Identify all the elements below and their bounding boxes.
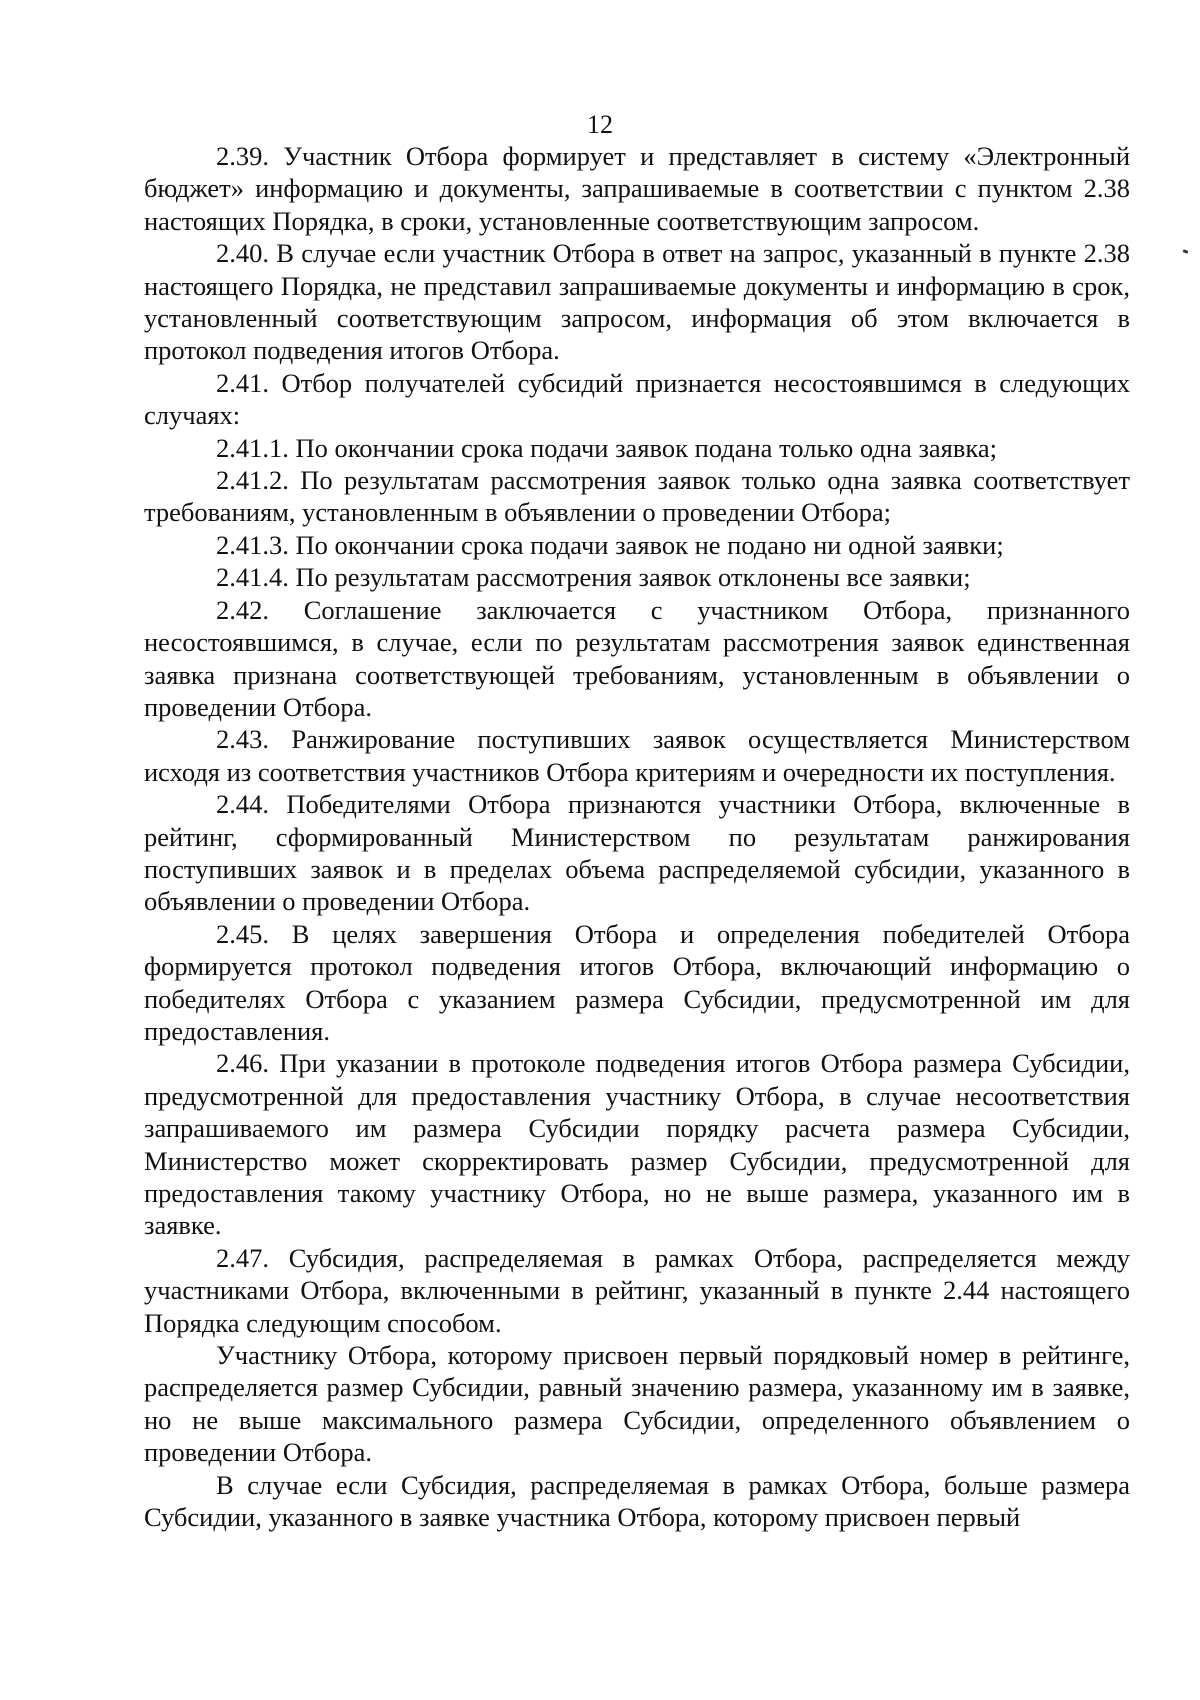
paragraph-2-41: 2.41. Отбор получателей субсидий признается несостоявшимся в следующих случаях: (144, 367, 1130, 431)
paragraph-2-39: 2.39. Участник Отбора формирует и представляет в систему «Электронный бюджет» информацию и документы, запрашиваемые в соответствии с пунктом 2.38 настоящих Порядка, в сроки, установленные соответствующим запросом. (144, 141, 1130, 236)
page-number: 12 (587, 110, 613, 139)
paragraph-2-47: 2.47. Субсидия, распределяемая в рамках Отбора, распределяется между участниками Отбора, включенными в рейтинг, указанный в пункте 2.44 настоящего Порядка следующим способом. (144, 1242, 1130, 1338)
paragraph-first-rank-rule: Участнику Отбора, которому присвоен первый порядковый номер в рейтинге, распределяется размер Субсидии, равный значению размера, указанному им в заявке, но не выше максимального размера Субсидии, определенного объявлением о проведении Отбора. (144, 1340, 1130, 1468)
paragraph-2-40: 2.40. В случае если участник Отбора в ответ на запрос, указанный в пункте 2.38 настоящего Порядка, не представил запрашиваемые документы и информацию в срок, установленный соответствующим запросом, информация об этом включается в протокол подведения итогов Отбора. (144, 238, 1130, 366)
paragraph-2-44: 2.44. Победителями Отбора признаются участники Отбора, включенные в рейтинг, сформированный Министерством по результатам ранжирования поступивших заявок и в пределах объема распределяемой субсидии, указанного в объявлении о проведении Отбора. (144, 789, 1130, 917)
paragraph-surplus-rule: В случае если Субсидия, распределяемая в рамках Отбора, больше размера Субсидии, указанного в заявке участника Отбора, которому присвоен первый (144, 1469, 1130, 1533)
paragraph-2-46: 2.46. При указании в протоколе подведения итогов Отбора размера Субсидии, предусмотренной для предоставления участнику Отбора, в случае несоответствия запрашиваемого им размера Субсидии порядку расчета размера Субсидии, Министерство может скорректировать размер Субсидии, предусмотренной для предоставления такому участнику Отбора, но не выше размера, указанного им в заявке. (144, 1048, 1130, 1241)
paragraph-2-45: 2.45. В целях завершения Отбора и определения победителей Отбора формируется протокол подведения итогов Отбора, включающий информацию о победителях Отбора с указанием размера Субсидии, предусмотренной им для предоставления. (144, 918, 1130, 1046)
paragraph-2-43: 2.43. Ранжирование поступивших заявок осуществляется Министерством исходя из соответствия участников Отбора критериям и очередности их поступления. (144, 724, 1130, 787)
paragraph-2-41-3: 2.41.3. По окончании срока подачи заявок не подано ни одной заявки; (216, 529, 1004, 560)
document-body (144, 140, 1130, 1533)
paragraph-2-41-1: 2.41.1. По окончании срока подачи заявок подана только одна заявка; (216, 432, 997, 463)
paragraph-2-41-2: 2.41.2. По результатам рассмотрения заявок только одна заявка соответствует требованиям, установленным в объявлении о проведении Отбора; (144, 465, 1130, 528)
paragraph-2-41-4: 2.41.4. По результатам рассмотрения заявок отклонены все заявки; (216, 562, 971, 593)
scan-artifact-mark (1183, 249, 1189, 254)
paragraph-2-42: 2.42. Соглашение заключается с участником Отбора, признанного несостоявшимся, в случае, если по результатам рассмотрения заявок единственная заявка признана соответствующей требованиям, установленным в объявлении о проведении Отбора. (144, 594, 1130, 722)
